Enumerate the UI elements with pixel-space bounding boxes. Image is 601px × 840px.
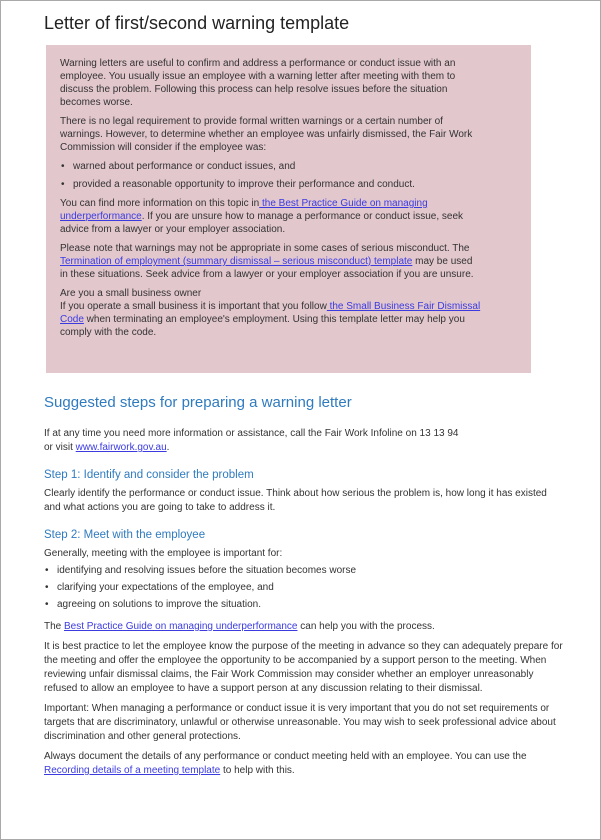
list-item: • identifying and resolving issues before the situation becomes worse [44,564,564,578]
intro-paragraph-1: Warning letters are useful to confirm and address a performance or conduct issue with an employee. You usually issue an employee with a warning letter after meeting with them to discuss the problem. Following this process can help resolve issues before the situation becomes worse. [60,58,456,108]
list-item: • agreeing on solutions to improve the situation. [44,598,564,612]
small-business-heading: Are you a small business owner [60,288,202,299]
guidance-box [46,45,531,373]
small-business-code-link[interactable]: the Small Business Fair Dismissal [326,301,481,312]
small-business-code-link-cont[interactable]: Code [60,314,84,325]
list-item: • provided a reasonable opportunity to improve their performance and conduct. [60,178,531,191]
list-item: • clarifying your expectations of the employee, and [44,581,564,595]
best-practice-guide-link[interactable]: the Best Practice Guide on managing [259,198,428,209]
section-heading: Suggested steps for preparing a warning letter [44,394,352,411]
suggested-steps-section [44,393,564,784]
list-item: • warned about performance or conduct issues, and [60,160,531,173]
infoline-paragraph: If at any time you need more information or assistance, call the Fair Work Infoline on 13 13 94 or visit www.fairwork.gov.au. [44,428,459,453]
important-paragraph: Important: When managing a performance or conduct issue it is very important that you do not set requirements or targets that are discriminatory, unlawful or otherwise unreasonable. You may wish to seek professional advice about discrimination and other general protections. [44,703,556,742]
intro-paragraph-2: There is no legal requirement to provide formal written warnings or a certain number of warnings. However, to determine whether an employee was unfairly dismissed, the Fair Work Commission will consider if the employee was: [60,116,473,153]
intro-paragraph-4: Please note that warnings may not be appropriate in some cases of serious misconduct. The Termination of employment (summary dismissal – serious misconduct) template may be used in these situations. Seek advice from a lawyer or your employer association if you are unsure. [60,243,474,280]
best-practice-paragraph: It is best practice to let the employee know the purpose of the meeting in advance so they can adequately prepare for the meeting and offer the employee the opportunity to be accompanied by a support person to the meeting. When reviewing unfair dismissal claims, the Fair Work Commission may consider whether an employer unreasonably refused to allow an employee to have a support person at any discussion relating to their dismissal. [44,641,563,694]
document-paragraph: Always document the details of any performance or conduct meeting held with an employee. You can use the Recording details of a meeting template to help with this. [44,751,527,776]
best-practice-guide-link-cont[interactable]: underperformance [60,211,142,222]
recording-meeting-template-link[interactable]: Recording details of a meeting template [44,765,221,776]
step-2-bullet-list [44,564,564,612]
guide-paragraph: The Best Practice Guide on managing underperformance can help you with the process. [44,621,435,632]
step-2-intro: Generally, meeting with the employee is important for: [44,548,283,559]
intro-bullet-list [60,160,531,191]
step-2-heading: Step 2: Meet with the employee [44,529,206,541]
intro-paragraph-5: Are you a small business owner If you operate a small business it is important that you follow the Small Business Fair Dismissal Code when terminating an employee's employment. Using this template letter may help you comply with the code. [60,288,481,338]
underperformance-guide-link[interactable]: Best Practice Guide on managing underperformance [64,621,298,632]
step-1-text: Clearly identify the performance or conduct issue. Think about how serious the problem is, how long it has existed and what actions you are going to take to address it. [44,488,547,513]
step-1-heading: Step 1: Identify and consider the problem [44,469,254,481]
fairwork-website-link[interactable]: www.fairwork.gov.au [75,442,167,453]
page-title: Letter of first/second warning template [44,13,350,33]
intro-paragraph-3: You can find more information on this topic in the Best Practice Guide on managing underperformance. If you are unsure how to manage a performance or conduct issue, seek advice from a lawyer or your employer association. [60,198,464,235]
termination-template-link[interactable]: Termination of employment (summary dismissal – serious misconduct) template [60,256,413,267]
